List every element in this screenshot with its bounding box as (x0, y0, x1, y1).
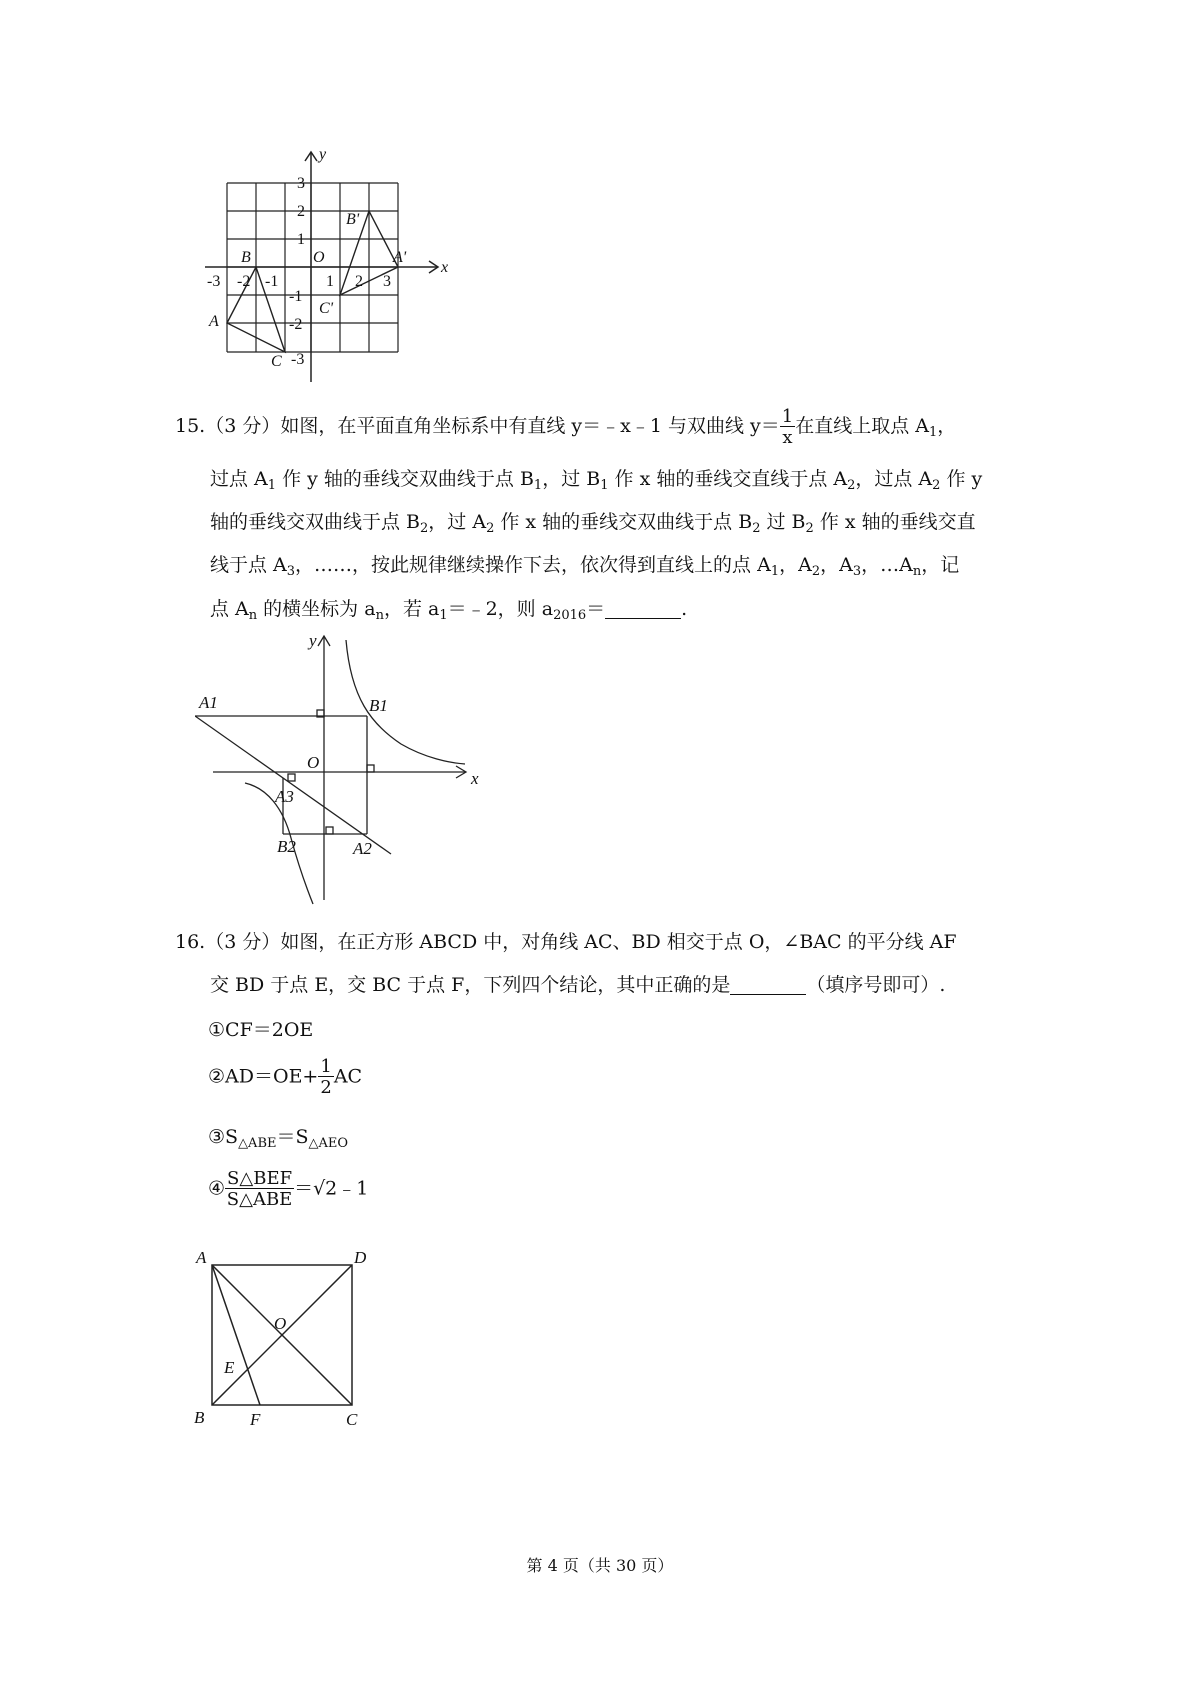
q16-option-2: ②AD＝OE+ $\frac{1}{2}$ AC (208, 1056, 363, 1098)
fig14-xtick: -2 (237, 273, 251, 290)
fig14-ytick: 2 (297, 203, 305, 220)
fig15-origin: O (307, 753, 320, 772)
fig14-xtick: 2 (355, 273, 363, 290)
fig16-label-C: C (346, 1410, 358, 1429)
fig15-label-B2: B2 (277, 837, 296, 856)
fig16-label-F: F (250, 1410, 261, 1429)
q15-line-4: 线于点 $A_3$，……，按此规律继续操作下去，依次得到直线上的点 $A_1$，$A_2$，$A_3$，$\dots A_n$，记 (210, 554, 960, 579)
fig14-ytick: -3 (291, 351, 305, 368)
question-number: 16. (175, 931, 206, 953)
page-footer: 第 4 页（共 30 页） (526, 1556, 674, 1575)
q16-option-4: ④ $\frac{\text{S△BEF}}{\text{S△ABE}}$ ＝√2﹣1 (208, 1168, 369, 1210)
fig16-label-E: E (224, 1358, 235, 1377)
question-score: （3 分） (205, 415, 281, 437)
fig15-y-label: y (309, 631, 317, 650)
fraction-1-over-x: $\frac{1}{x}$ (781, 405, 794, 448)
fig15-label-A3: A3 (275, 787, 294, 806)
fig16-label-O: O (274, 1314, 287, 1333)
fig15-label-B1: B1 (369, 696, 388, 715)
answer-blank[interactable] (730, 974, 806, 995)
fig14-xtick: -3 (207, 273, 221, 290)
q16-line-2: 交 BD 于点 E，交 BC 于点 F，下列四个结论，其中正确的是 （填序号即可）. (210, 974, 946, 996)
fig14-ytick: 1 (297, 231, 305, 248)
fig14-ytick: -1 (289, 288, 303, 305)
fig16-label-B: B (194, 1408, 205, 1427)
fig14-xtick: 1 (326, 273, 334, 290)
fig14-point-B-prime: B' (346, 211, 360, 228)
fig14-xtick: -1 (265, 273, 279, 290)
fig14-x-label: x (441, 259, 449, 276)
fig15-label-A2: A2 (353, 839, 372, 858)
q15-line-2: 过点 $A_1$ 作 y 轴的垂线交双曲线于点 $B_1$，过 $B_1$ 作 x 轴的垂线交直线于点 $A_2$，过点 $A_2$ 作 y (210, 468, 983, 493)
figure-15-hyperbola (195, 628, 495, 908)
q16-option-1: ①CF＝2OE (208, 1019, 314, 1041)
fig14-point-A: A (209, 313, 219, 330)
q15-line-5: 点 $A_n$ 的横坐标为 $a_n$，若 $a_1=﹣2$，则 $a_{2016}=$ . (210, 598, 688, 623)
fig14-point-C-prime: C' (319, 300, 334, 317)
fig14-ytick: -2 (289, 316, 303, 333)
fig14-point-B: B (241, 249, 251, 266)
fig15-x-label: x (471, 769, 479, 788)
q16-option-3: $③S_{\triangle ABE}=S_{\triangle AEO}$ (208, 1126, 349, 1151)
fig15-label-A1: A1 (199, 693, 218, 712)
fig16-label-D: D (354, 1248, 367, 1267)
fig14-point-C: C (271, 353, 282, 370)
fig14-xtick: 3 (383, 273, 391, 290)
answer-blank[interactable] (605, 598, 681, 619)
fig14-point-A-prime: A' (393, 249, 407, 266)
question-number: 15. (175, 415, 206, 437)
fig14-origin: O (313, 249, 325, 266)
fig14-y-label: y (319, 150, 327, 163)
fig14-ytick: 3 (297, 175, 305, 192)
fig16-label-A: A (196, 1248, 207, 1267)
figure-16-square (190, 1245, 390, 1440)
question-score: （3 分） (205, 931, 281, 953)
q15-line-3: 轴的垂线交双曲线于点 $B_2$，过 $A_2$ 作 x 轴的垂线交双曲线于点 $B_2$ 过 $B_2$ 作 x 轴的垂线交直 (210, 511, 976, 536)
figure-14-grid (205, 150, 465, 395)
